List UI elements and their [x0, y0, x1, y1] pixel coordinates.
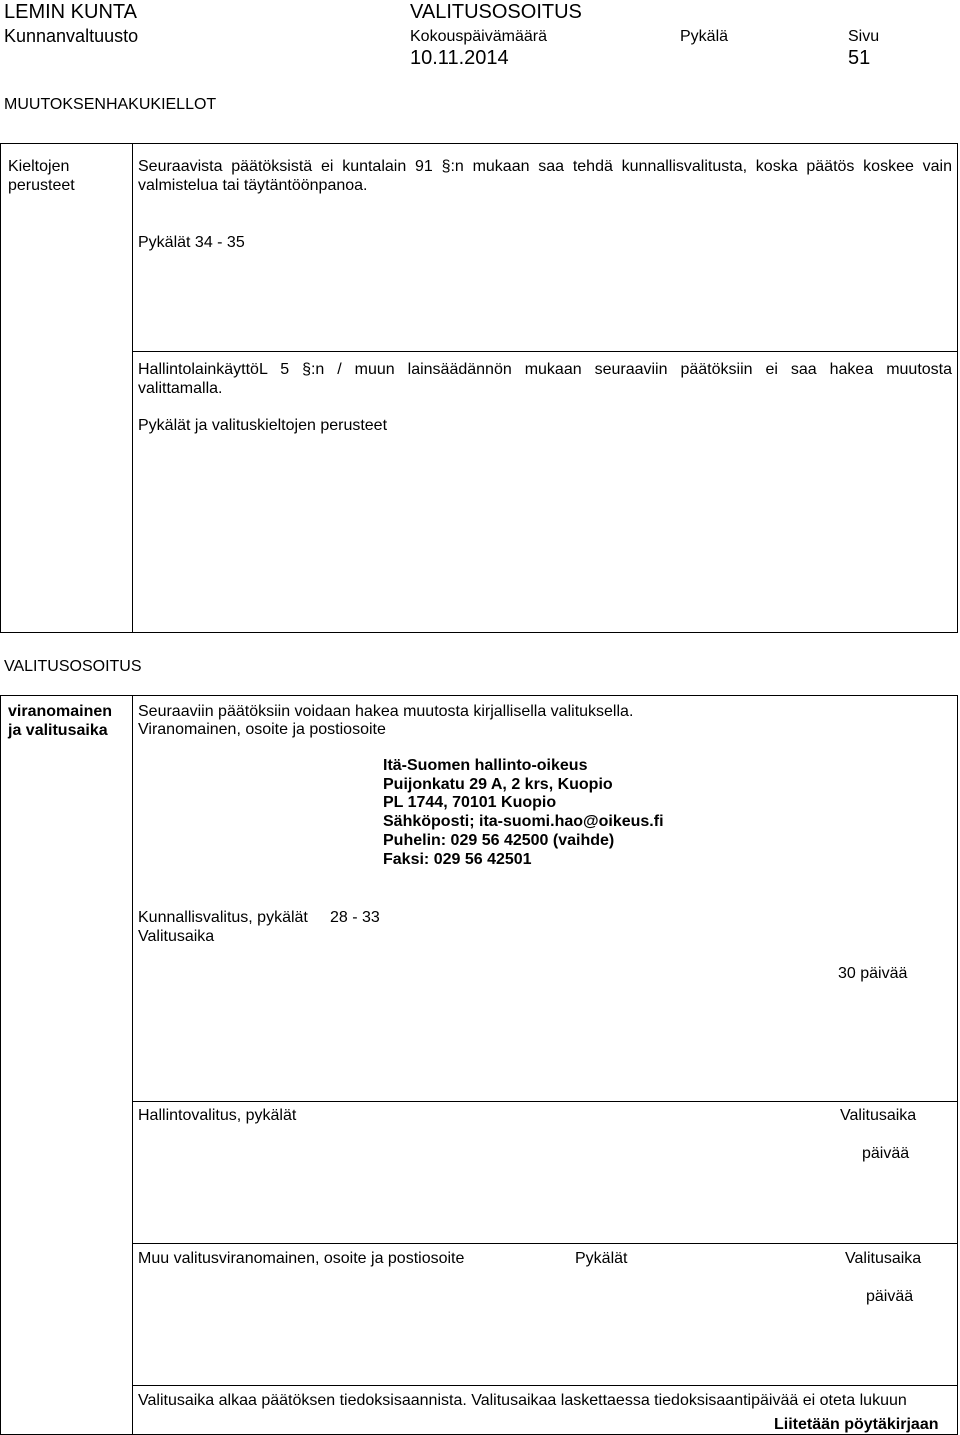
administrative-appeal-label: Hallintovalitus, pykälät [138, 1107, 297, 1124]
court-fax: Faksi: 029 56 42501 [383, 850, 532, 868]
meeting-date-label: Kokouspäivämäärä [410, 28, 547, 45]
document-title: VALITUSOSOITUS [410, 1, 582, 23]
authority-address-label: Viranomainen, osoite ja postiosoite [138, 721, 386, 738]
municipal-appeal-label: Kunnallisvalitus, pykälät [138, 909, 308, 926]
prohibitions-column-divider [132, 143, 133, 633]
prohibited-sections: Pykälät 34 - 35 [138, 234, 245, 251]
municipal-appeal-sections: 28 - 33 [330, 909, 380, 926]
other-authority-label: Muu valitusviranomainen, osoite ja postiosoite [138, 1250, 465, 1267]
administrative-appeal-days: päivää [862, 1145, 910, 1162]
other-authority-sections: Pykälät [575, 1250, 628, 1267]
prohibitions-row-divider [132, 351, 958, 352]
administrative-prohibition-text: HallintolainkäyttöL 5 §:n / muun lainsäädännön mukaan seuraaviin päätöksiin ei saa hakea muutosta [138, 361, 952, 378]
court-phone: Puhelin: 029 56 42500 (vaihde) [383, 831, 615, 849]
appeal-row-divider-3 [132, 1385, 958, 1386]
municipal-prohibition-text-cont: valmistelua tai täytäntöönpanoa. [138, 177, 368, 194]
council-name: Kunnanvaltuusto [4, 26, 139, 46]
administrative-appeal-time-label: Valitusaika [840, 1107, 917, 1124]
administrative-prohibition-text-cont: valittamalla. [138, 380, 223, 397]
page-label: Sivu [848, 28, 880, 45]
page-number: 51 [848, 47, 871, 69]
attach-to-minutes: Liitetään pöytäkirjaan [774, 1416, 939, 1433]
municipal-prohibition-text: Seuraavista päätöksistä ei kuntalain 91 §:n mukaan saa tehdä kunnallisvalitusta, koska päätös koskee vain [138, 158, 952, 175]
other-authority-time-label: Valitusaika [845, 1250, 922, 1267]
prohibition-basis-label: Kieltojen perusteet [8, 158, 75, 194]
prohibition-grounds-label: Pykälät ja valituskieltojen perusteet [138, 417, 388, 434]
court-address [383, 757, 664, 869]
section-label: Pykälä [680, 28, 729, 45]
appeal-column-divider [132, 695, 133, 1435]
appeal-instructions-heading: VALITUSOSOITUS [4, 658, 142, 675]
court-street: Puijonkatu 29 A, 2 krs, Kuopio [383, 775, 613, 793]
appeal-intro: Seuraaviin päätöksiin voidaan hakea muutosta kirjallisella valituksella. [138, 703, 634, 720]
court-name: Itä-Suomen hallinto-oikeus [383, 757, 588, 774]
municipal-appeal-days: 30 päivää [838, 965, 908, 982]
authority-and-time-label: viranomainen ja valitusaika [8, 703, 113, 739]
court-email: Sähköposti; ita-suomi.hao@oikeus.fi [383, 813, 664, 831]
appeal-row-divider-1 [132, 1101, 958, 1102]
municipal-appeal-time-label: Valitusaika [138, 928, 215, 945]
appeal-prohibitions-heading: MUUTOKSENHAKUKIELLOT [4, 96, 217, 113]
appeal-time-note: Valitusaika alkaa päätöksen tiedoksisaannista. Valitusaikaa laskettaessa tiedoksisaantipäivää ei oteta lukuun [138, 1392, 907, 1409]
other-authority-days: päivää [866, 1288, 914, 1305]
court-po-box: PL 1744, 70101 Kuopio [383, 794, 557, 812]
meeting-date: 10.11.2014 [410, 47, 509, 69]
municipality-name: LEMIN KUNTA [4, 1, 137, 23]
appeal-row-divider-2 [132, 1243, 958, 1244]
